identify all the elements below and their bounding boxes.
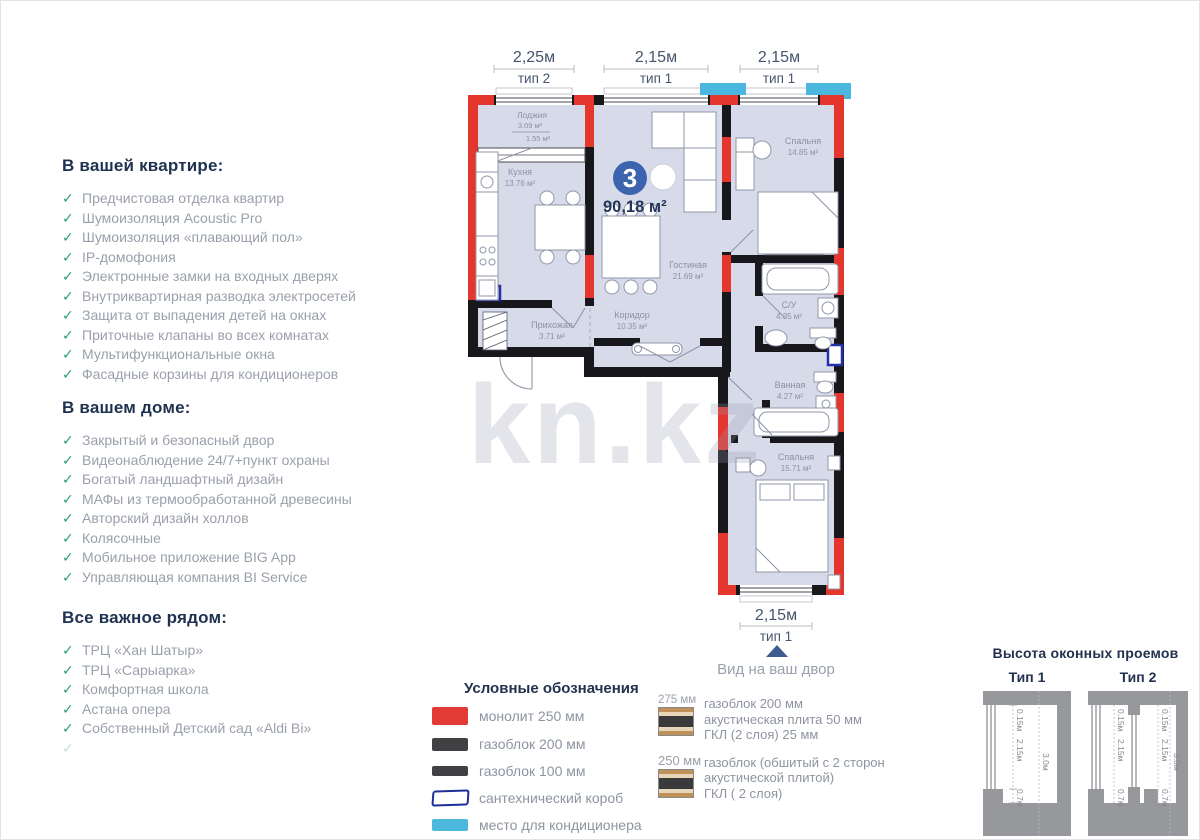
- unit-number: 3: [622, 163, 638, 193]
- measure-total: 3.0м: [1041, 753, 1051, 771]
- watermark: kn.kz: [468, 362, 764, 487]
- check-icon: ✓: [62, 549, 74, 565]
- plumbing-box-icon: [828, 345, 842, 365]
- check-icon: ✓: [62, 739, 74, 756]
- list-item: ✓ Приточные клапаны во всех комнатах: [62, 326, 412, 346]
- check-icon: ✓: [62, 681, 74, 697]
- check-icon: ✓: [62, 307, 74, 323]
- list-item: ✓ Астана опера: [62, 700, 412, 720]
- measure-bottom: 0.7м: [1116, 789, 1126, 807]
- legend-item: монолит 250 мм: [432, 707, 662, 725]
- window-type2-diagram: [1088, 691, 1188, 836]
- dimension-type: тип 1: [759, 629, 793, 644]
- check-icon: ✓: [62, 642, 74, 658]
- check-icon: ✓: [62, 346, 74, 362]
- nightstand-icon: [828, 456, 840, 470]
- wall-type-entry: [658, 753, 938, 802]
- window-heights-panel: [983, 645, 1188, 840]
- room-area: 13.76 м²: [504, 179, 536, 188]
- window-type-label: Тип 1: [1008, 669, 1046, 685]
- floor-plan: [440, 40, 870, 690]
- list-item: ✓ МАФы из термообработанной древесины: [62, 490, 412, 510]
- legend-item: газоблок 200 мм: [432, 736, 662, 752]
- room-name: Ванная: [774, 380, 806, 390]
- measure-bottom: 0.7м: [1015, 789, 1025, 807]
- wall-thickness: 250 мм: [658, 752, 702, 768]
- check-icon: ✓: [62, 471, 74, 487]
- measure-middle: 2.15м: [1116, 739, 1126, 762]
- room-name: Спальня: [777, 452, 815, 462]
- list-item: ✓ Шумоизоляция «плавающий пол»: [62, 228, 412, 248]
- list-item: ✓ Закрытый и безопасный двор: [62, 431, 412, 451]
- section-nearby-title: Все важное рядом:: [62, 608, 228, 627]
- list-item: ✓ Комфортная школа: [62, 680, 412, 700]
- section-nearby: [62, 608, 412, 758]
- badge-circle: [650, 164, 676, 190]
- view-label: Вид на ваш двор: [717, 661, 835, 678]
- check-icon: ✓: [62, 268, 74, 284]
- entrance-door-icon: [500, 357, 532, 389]
- wall-layers-icon: [658, 707, 694, 736]
- room-area: 4.35 м²: [776, 312, 802, 321]
- list-item: ✓ Внутриквартирная разводка электросетей: [62, 287, 412, 307]
- dimension-type: тип 1: [639, 71, 673, 86]
- section-building: [62, 398, 412, 587]
- wall-type-entry: [658, 694, 938, 743]
- check-icon: ✓: [62, 365, 74, 382]
- dimension-label: 2,15м: [754, 607, 798, 624]
- list-item: ✓ Электронные замки на входных дверях: [62, 267, 412, 287]
- plumbing-swatch-icon: [431, 789, 469, 806]
- window-type1-diagram: [983, 691, 1071, 836]
- top-dimensions: [494, 49, 818, 86]
- dimension-type: тип 1: [762, 71, 796, 86]
- measure-top: 0.15м: [1015, 709, 1025, 732]
- window-type-1: [983, 669, 1071, 840]
- list-item: ✓ Шумоизоляция Acoustic Pro: [62, 209, 412, 229]
- check-icon: ✓: [62, 720, 74, 736]
- list-item: ✓ Фасадные корзины для кондиционеров: [62, 365, 412, 385]
- check-icon: ✓: [62, 229, 74, 245]
- section-building-title: В вашем доме:: [62, 398, 191, 417]
- list-item: ✓ ТРЦ «Сарыарка»: [62, 661, 412, 681]
- check-icon: ✓: [62, 568, 74, 585]
- window-type-2: [1088, 669, 1188, 840]
- legend-item: газоблок 100 мм: [432, 763, 662, 779]
- check-icon: ✓: [62, 326, 74, 343]
- legend-item: место для кондиционера: [432, 817, 662, 833]
- list-item: ✓ Мультифункциональные окна: [62, 345, 412, 365]
- measure-bottom: 0.7м: [1160, 789, 1170, 807]
- wall-types: [658, 694, 938, 811]
- measure-top: 0.15м: [1160, 709, 1170, 732]
- wall-type-line: ГКЛ ( 2 слоя): [704, 785, 783, 801]
- room-area: 21.69 м²: [672, 272, 704, 281]
- wall-type-line: акустической плитой): [704, 770, 835, 785]
- room-name: Спальня: [784, 136, 822, 146]
- measure-top: 0.15м: [1116, 709, 1126, 732]
- check-icon: ✓: [62, 510, 74, 526]
- kitchen-table-icon: [535, 205, 585, 250]
- list-item-faint: [62, 739, 412, 759]
- room-name: С/У: [781, 300, 797, 310]
- dimension-type: тип 2: [517, 71, 551, 86]
- dimension-label: 2,25м: [512, 49, 556, 66]
- measure-middle: 2.15м: [1015, 739, 1025, 762]
- courtyard-arrow-icon: [766, 645, 788, 657]
- room-name: Лоджия: [516, 110, 548, 120]
- gasblock200-swatch-icon: [432, 738, 468, 751]
- bottom-dimension: [717, 607, 835, 678]
- list-item: ✓ Мобильное приложение BIG App: [62, 548, 412, 568]
- check-icon: ✓: [62, 661, 74, 678]
- section-apartment-title: В вашей квартире:: [62, 156, 224, 175]
- room-area: 3.71 м²: [539, 332, 565, 341]
- list-item: ✓ Видеонаблюдение 24/7+пункт охраны: [62, 451, 412, 471]
- dining-table-icon: [602, 216, 660, 278]
- gasblock100-swatch-icon: [432, 766, 468, 776]
- legend: [432, 680, 662, 840]
- room-area: 3.09 м²: [517, 121, 543, 130]
- legend-item: сантехнический короб: [432, 790, 662, 806]
- measure-middle: 2.15м: [1160, 739, 1170, 762]
- room-name: Коридор: [614, 310, 650, 320]
- sink-icon: [481, 176, 493, 188]
- dimension-label: 2,15м: [757, 49, 801, 66]
- check-icon: ✓: [62, 451, 74, 468]
- check-icon: ✓: [62, 490, 74, 507]
- room-area: 14.85 м²: [787, 148, 819, 157]
- wall-type-line: газоблок 200 мм: [704, 696, 803, 711]
- total-area: 90,18 м²: [603, 198, 667, 216]
- wall-type-line: газоблок (обшитый с 2 сторон: [704, 754, 885, 770]
- wardrobe-icon: [736, 138, 754, 190]
- sink-icon: [765, 330, 787, 346]
- monolith-swatch-icon: [432, 707, 468, 725]
- list-item: ✓ Предчистовая отделка квартир: [62, 189, 412, 209]
- kitchen-counter-icon: [476, 152, 498, 300]
- list-item: ✓ Колясочные: [62, 529, 412, 549]
- wall-layers-icon: [658, 769, 694, 798]
- list-item: ✓ Защита от выпадения детей на окнах: [62, 306, 412, 326]
- check-icon: ✓: [62, 190, 74, 206]
- list-item: ✓ Собственный Детский сад «Aldi Bi»: [62, 719, 412, 739]
- wall-type-line: ГКЛ (2 слоя) 25 мм: [704, 727, 819, 742]
- section-apartment: [62, 156, 412, 384]
- legend-title: Условные обозначения: [464, 680, 639, 697]
- room-area: 10.35 м²: [616, 322, 648, 331]
- window-type-label: Тип 2: [1119, 669, 1157, 685]
- measure-total: 3.0м: [1172, 753, 1182, 771]
- window-heights-title: Высота оконных проемов: [992, 645, 1179, 661]
- room-area: 4.27 м²: [777, 392, 803, 401]
- check-icon: ✓: [62, 287, 74, 304]
- check-icon: ✓: [62, 209, 74, 226]
- room-area: 1.55 м²: [525, 134, 551, 143]
- list-item: ✓ ТРЦ «Хан Шатыр»: [62, 641, 412, 661]
- check-icon: ✓: [62, 432, 74, 448]
- list-item: ✓ Управляющая компания BI Service: [62, 568, 412, 588]
- room-name: Гостиная: [669, 260, 707, 270]
- list-item: ✓ IP-домофония: [62, 248, 412, 268]
- check-icon: ✓: [62, 700, 74, 717]
- room-area: 15.71 м²: [780, 464, 812, 473]
- check-icon: ✓: [62, 248, 74, 265]
- ac-swatch-icon: [432, 819, 468, 831]
- check-icon: ✓: [62, 529, 74, 546]
- dimension-label: 2,15м: [634, 49, 678, 66]
- wall-thickness: 275 мм: [658, 694, 697, 706]
- list-item: ✓ Богатый ландшафтный дизайн: [62, 470, 412, 490]
- nightstand-icon: [828, 575, 840, 589]
- wall-type-line: акустическая плита 50 мм: [704, 711, 862, 727]
- list-item: ✓ Авторский дизайн холлов: [62, 509, 412, 529]
- room-name: Прихожая: [531, 320, 573, 330]
- room-name: Кухня: [507, 167, 533, 177]
